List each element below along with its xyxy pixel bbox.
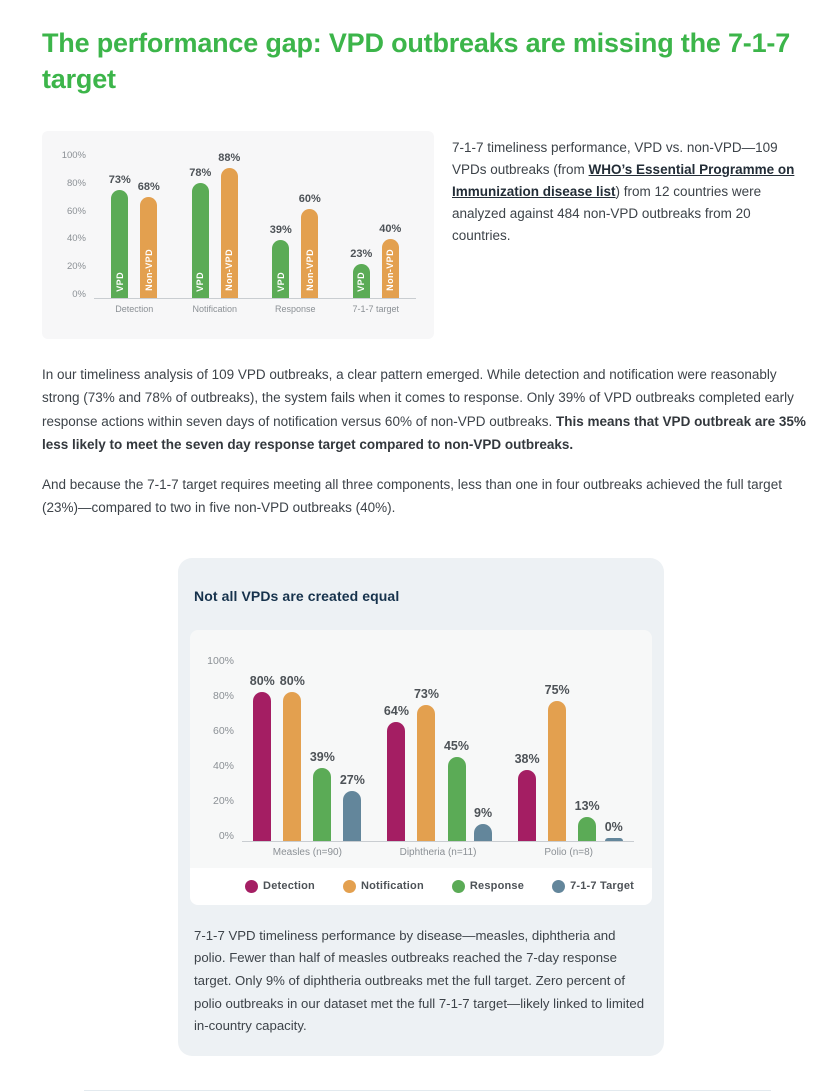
bar-group — [94, 151, 175, 298]
legend-label: 7-1-7 Target — [570, 880, 634, 893]
chart1-caption — [452, 131, 804, 246]
vpd-bar — [111, 190, 128, 298]
x-category-label: Detection — [115, 304, 154, 315]
legend-item — [245, 880, 315, 893]
bar-series-label: Non-VPD — [304, 249, 315, 292]
y-tick: 0% — [218, 830, 234, 843]
y-tick: 60% — [212, 724, 234, 737]
bar-value-label: 88% — [218, 152, 241, 165]
bar-group — [175, 151, 256, 298]
page-title: The performance gap: VPD outbreaks are missing the 7-1-7 target — [42, 28, 791, 94]
bar-value-label: 60% — [298, 193, 321, 206]
x-category-label: 7-1-7 target — [352, 304, 400, 315]
bar-value-label: 75% — [544, 683, 570, 698]
disease-card-title: Not all VPDs are created equal — [194, 587, 400, 604]
vpd-bar — [192, 183, 209, 298]
legend-dot — [552, 880, 565, 893]
non-vpd-bar — [140, 197, 157, 298]
bar-value-label: 45% — [443, 739, 470, 754]
disease-breakdown-card — [178, 558, 664, 1057]
bar-value-label: 39% — [309, 750, 335, 765]
legend-item — [552, 880, 634, 893]
non-vpd-bar — [221, 168, 238, 298]
y-tick: 80% — [66, 177, 86, 189]
bar-series-label: VPD — [275, 271, 286, 292]
bar-value-label: 64% — [383, 704, 409, 719]
bar-value-label: 39% — [269, 224, 292, 237]
bar-series-label: VPD — [356, 271, 367, 292]
bar-series-label: Non-VPD — [224, 249, 235, 292]
bar-value-label: 27% — [339, 773, 365, 788]
paragraph-1-text: In our timeliness analysis of 109 VPD outbreaks, a clear pattern emerged. While detection and notification were reasonably strong (73% and 78% of outbreaks), the system fails when it comes to response. Only 39% of VPD outbreaks completed early response actions within seven days of notification versus 60% of non-VPD outbreaks. — [42, 367, 794, 429]
y-axis-ticks — [204, 656, 234, 842]
paragraph-full-target: And because the 7-1-7 target requires meeting all three components, less than one in four outbreaks achieved the full target (23%)—compared to two in five non-VPD outbreaks (40%). — [42, 477, 782, 516]
notification-bar — [548, 701, 566, 841]
disease-chart-panel — [190, 630, 652, 905]
bar-group — [373, 656, 504, 841]
detection-bar — [518, 770, 536, 841]
bar-value-label: 80% — [249, 674, 275, 689]
y-tick: 80% — [212, 689, 234, 702]
paragraph-timeliness-analysis — [42, 363, 807, 456]
7-1-7-target-bar — [343, 791, 361, 841]
x-category-label: Response — [274, 304, 316, 315]
y-tick: 60% — [66, 205, 86, 217]
y-tick: 100% — [207, 654, 234, 667]
notification-bar — [283, 692, 301, 841]
notification-bar — [417, 705, 435, 841]
response-bar — [313, 768, 331, 841]
y-tick: 40% — [66, 233, 86, 245]
7-1-7-target-bar — [605, 838, 623, 841]
legend-item — [452, 880, 524, 893]
bar-value-label: 73% — [413, 687, 439, 702]
vpd-vs-nonvpd-chart — [42, 131, 434, 339]
vpd-bar — [272, 240, 289, 298]
legend-dot — [452, 880, 465, 893]
legend-dot — [343, 880, 356, 893]
legend-label: Detection — [263, 880, 315, 893]
vpd-vs-nonvpd-plot — [56, 151, 416, 314]
bar-value-label: 40% — [379, 223, 402, 236]
x-category-label: Polio (n=8) — [544, 846, 593, 858]
chart1-caption-post: ) from 12 countries were analyzed against 484 non-VPD outbreaks from 20 countries. — [452, 183, 762, 243]
bar-value-label: 80% — [279, 674, 305, 689]
vpd-bar — [353, 264, 370, 298]
response-bar — [578, 817, 596, 841]
x-category-label: Notification — [192, 304, 238, 315]
bar-value-label: 0% — [604, 820, 623, 835]
x-category-label: Measles (n=90) — [272, 846, 342, 858]
disease-chart — [190, 630, 652, 868]
detection-bar — [387, 722, 405, 841]
bar-series-label: VPD — [114, 271, 125, 292]
x-category-label: Diphtheria (n=11) — [399, 846, 477, 858]
bar-value-label: 13% — [574, 799, 600, 814]
detection-bar — [253, 692, 271, 841]
bar-group — [255, 151, 336, 298]
bar-value-label: 23% — [350, 248, 373, 261]
bar-series-label: VPD — [195, 271, 206, 292]
bar-value-label: 73% — [108, 174, 131, 187]
bar-series-label: Non-VPD — [143, 249, 154, 292]
legend-item — [343, 880, 424, 893]
legend-label: Response — [469, 880, 525, 893]
y-tick: 100% — [61, 150, 86, 162]
disease-chart-plot — [204, 656, 634, 858]
7-1-7-target-bar — [474, 824, 492, 841]
legend-label: Notification — [360, 880, 424, 893]
who-epi-disease-list-link[interactable]: WHO’s Essential Programme on Immunization disease list — [452, 162, 795, 199]
y-tick: 20% — [66, 261, 86, 272]
paragraph-1-bold: This means that VPD outbreak are 35% less likely to meet the seven day response target compared to non-VPD outbreaks. — [42, 413, 806, 452]
bar-group — [336, 151, 417, 298]
y-tick: 20% — [212, 794, 234, 807]
y-tick: 0% — [72, 288, 86, 300]
disease-chart-legend — [190, 868, 652, 905]
bar-group — [503, 656, 634, 841]
bar-value-label: 9% — [474, 806, 493, 821]
chart1-caption-pre: 7-1-7 timeliness performance, VPD vs. non-VPD—109 VPDs outbreaks (from — [452, 140, 778, 178]
y-axis-ticks — [56, 151, 86, 299]
chart1-row — [42, 131, 807, 339]
legend-dot — [245, 880, 258, 893]
y-tick: 40% — [212, 759, 234, 772]
bar-value-label: 38% — [514, 752, 540, 767]
non-vpd-bar — [382, 239, 399, 298]
bar-group — [242, 656, 373, 841]
bar-value-label: 68% — [137, 181, 160, 194]
bar-series-label: Non-VPD — [385, 249, 396, 292]
bar-value-label: 78% — [189, 167, 212, 180]
disease-chart-caption: 7-1-7 VPD timeliness performance by disease—measles, diphtheria and polio. Fewer than half of measles outbreaks reached the 7-day response target. Only 9% of diphtheria outbreaks met the full target. Zero percent of polio outbreaks in our dataset met the full 7-1-7 target—likely linked to limited in-country capacity. — [194, 927, 645, 1034]
non-vpd-bar — [301, 209, 318, 298]
response-bar — [448, 757, 466, 841]
